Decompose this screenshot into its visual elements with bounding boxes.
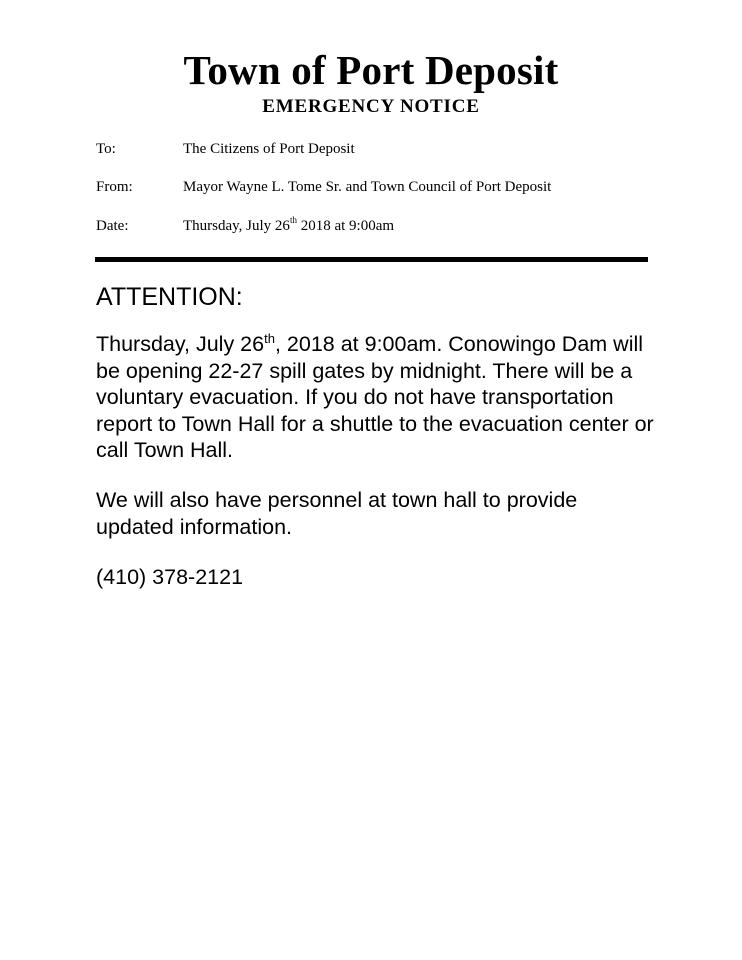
memo-date-value (183, 215, 394, 237)
memo-to-label: To: (96, 141, 116, 157)
memo-to-value: The Citizens of Port Deposit (183, 141, 355, 157)
page-title: Town of Port Deposit (183, 47, 559, 93)
memo-date-row (96, 215, 656, 237)
town-hall-phone: (410) 378-2121 (96, 565, 244, 589)
notice-paragraph-2: We will also have personnel at town hall to provide updated information. (96, 488, 578, 539)
para1-ordinal: th (264, 330, 275, 346)
memo-date-ordinal: th (289, 215, 297, 225)
memo-date-prefix: Thursday, July 26 (183, 218, 290, 234)
memo-date-rest: 2018 at 9:00am (296, 218, 395, 234)
header-divider (95, 257, 648, 262)
page-subtitle: EMERGENCY NOTICE (262, 96, 480, 117)
memo-from-value: Mayor Wayne L. Tome Sr. and Town Council of Port Deposit (183, 179, 552, 195)
attention-heading: ATTENTION: (96, 283, 243, 311)
notice-paragraph-1 (96, 331, 656, 464)
para1-prefix: Thursday, July 26 (96, 332, 265, 356)
memo-from-label: From: (96, 179, 133, 195)
memo-to-row (96, 138, 656, 160)
memo-date-label: Date: (96, 218, 129, 234)
para1-rest: , 2018 at 9:00am. Conowingo Dam will be opening 22-27 spill gates by midnight. There will be a voluntary evacuation. If you do not have transportation report to Town Hall for a shuttle to the evacuation center or call Town Hall. (96, 332, 654, 462)
memo-from-row (96, 176, 656, 198)
